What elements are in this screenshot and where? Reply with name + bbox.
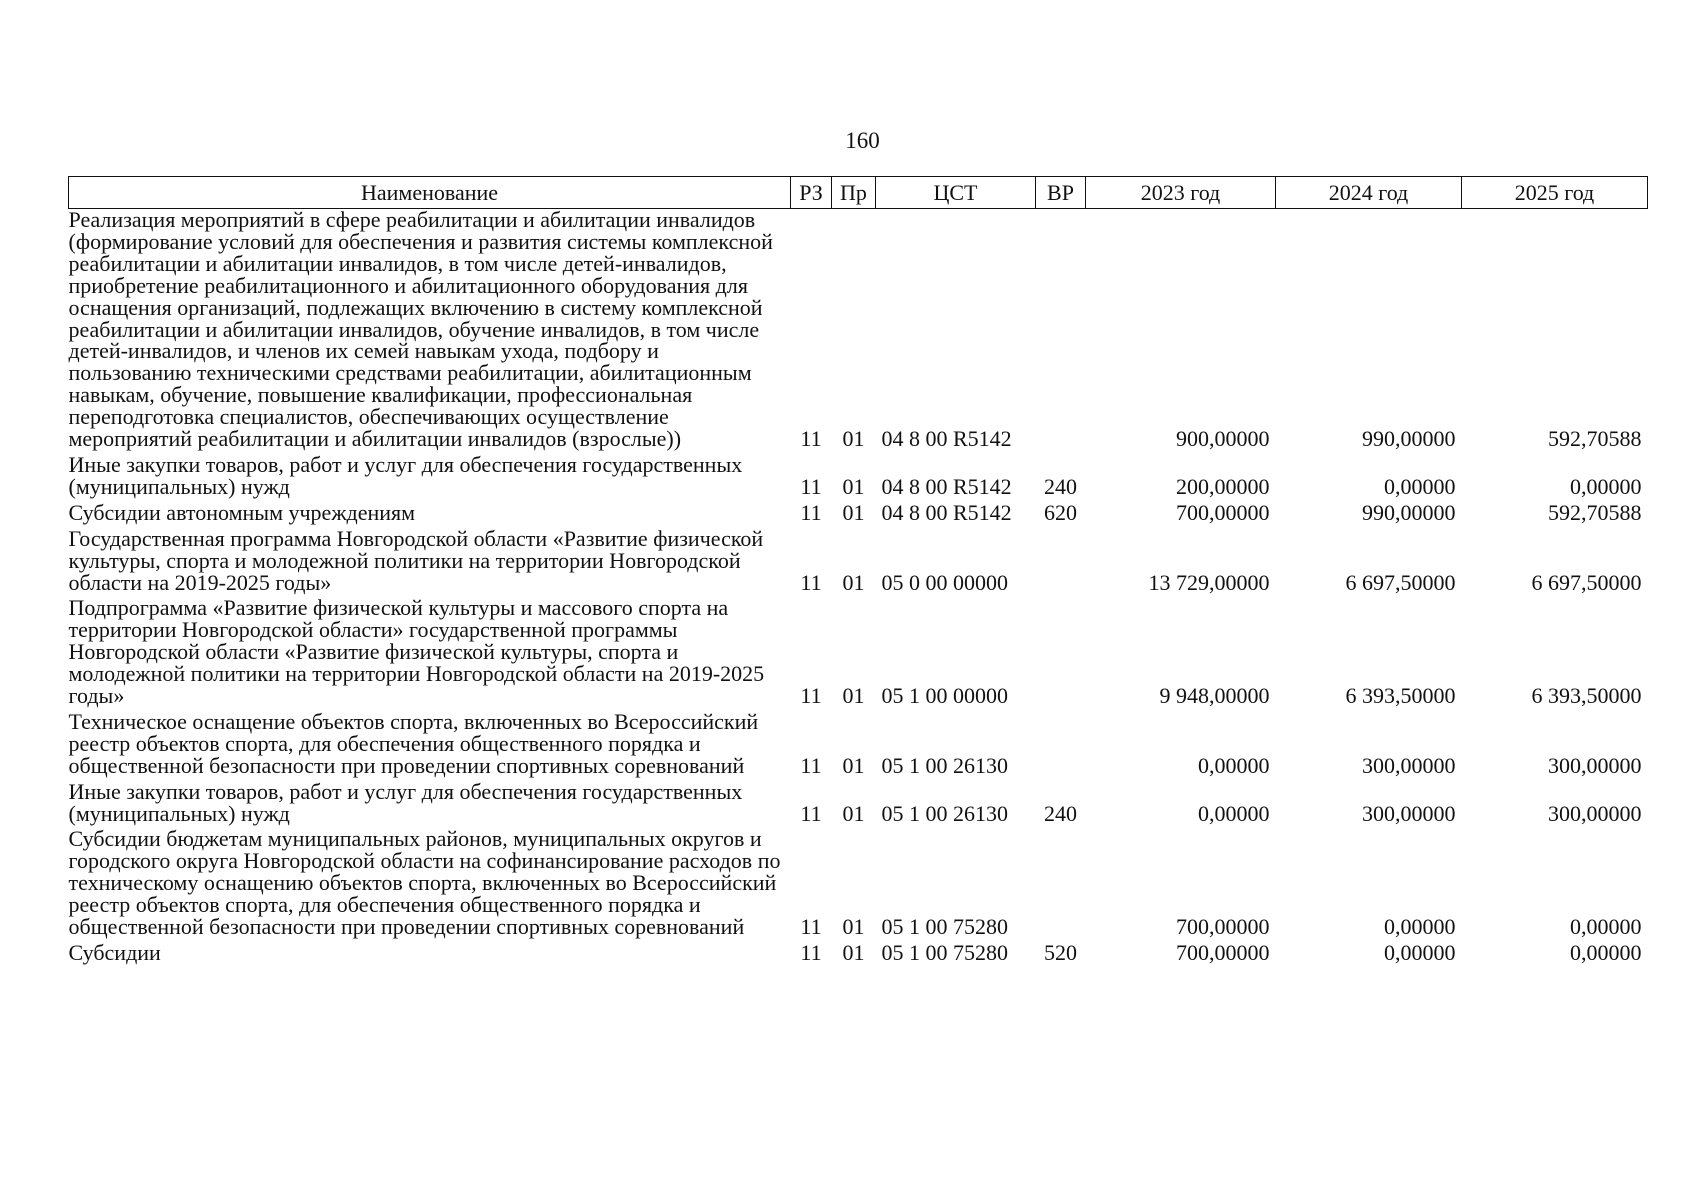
row-pr: 01 — [842, 914, 865, 940]
header-2024: 2024 год — [1276, 177, 1462, 209]
table-row — [69, 781, 1648, 829]
row-2023: 0,00000 — [1198, 800, 1270, 826]
table-row — [69, 711, 1648, 781]
row-vr — [1036, 209, 1086, 454]
row-name: Субсидии автономным учреждениям — [68, 499, 416, 525]
row-vr — [1036, 828, 1086, 942]
row-2024: 6 697,50000 — [1345, 569, 1456, 595]
row-2024: 0,00000 — [1384, 473, 1456, 499]
row-2025: 0,00000 — [1570, 473, 1642, 499]
header-vr: ВР — [1036, 177, 1086, 209]
row-rz: 11 — [800, 473, 822, 499]
row-cst: 04 8 00 R5142 — [881, 473, 1012, 499]
row-2024: 990,00000 — [1362, 426, 1456, 452]
row-rz: 11 — [800, 940, 822, 965]
row-2025: 0,00000 — [1570, 940, 1642, 965]
row-2024: 300,00000 — [1362, 800, 1456, 826]
row-rz: 11 — [800, 914, 822, 940]
row-pr: 01 — [842, 683, 865, 709]
row-2024: 300,00000 — [1362, 752, 1456, 778]
header-name: Наименование — [69, 177, 791, 209]
row-vr — [1036, 597, 1086, 711]
row-name: Иные закупки товаров, работ и услуг для обеспечения государственных (муниципальных) нужд — [68, 451, 743, 499]
budget-table — [68, 176, 1648, 968]
row-name: Субсидии — [68, 940, 161, 965]
header-2023: 2023 год — [1086, 177, 1276, 209]
row-pr: 01 — [842, 569, 865, 595]
row-cst: 05 1 00 26130 — [881, 800, 1008, 826]
row-rz: 11 — [800, 426, 822, 452]
row-2025: 592,70588 — [1548, 426, 1642, 452]
row-rz: 11 — [800, 569, 822, 595]
row-cst: 04 8 00 R5142 — [881, 426, 1012, 452]
row-name: Государственная программа Новгородской области «Развитие физической культуры, спорта и молодежной политики на территории Новгородской области на 2019-2025 годы» — [68, 525, 764, 595]
row-2023: 900,00000 — [1176, 426, 1270, 452]
row-2023: 200,00000 — [1176, 473, 1270, 499]
row-pr: 01 — [842, 499, 865, 525]
row-2023: 9 948,00000 — [1159, 683, 1270, 709]
row-cst: 05 1 00 00000 — [881, 683, 1008, 709]
row-2025: 592,70588 — [1548, 499, 1642, 525]
row-rz: 11 — [800, 683, 822, 709]
row-2024: 6 393,50000 — [1345, 683, 1456, 709]
row-pr: 01 — [842, 473, 865, 499]
table-header-row — [69, 177, 1648, 209]
header-rz: РЗ — [791, 177, 832, 209]
page-number: 160 — [845, 128, 880, 153]
row-2025: 300,00000 — [1548, 800, 1642, 826]
table-row — [69, 209, 1648, 454]
row-vr: 620 — [1044, 499, 1077, 525]
row-2024: 0,00000 — [1384, 940, 1456, 965]
table-row — [69, 828, 1648, 942]
row-2025: 300,00000 — [1548, 752, 1642, 778]
row-name: Подпрограмма «Развитие физической культуры и массового спорта на территории Новгородской области» государственной программы Новгородской области «Развитие физической культуры, спорта и молодежной политики на территории Новгородской области на 2019-2025 годы» — [68, 595, 765, 709]
row-rz: 11 — [800, 499, 822, 525]
row-pr: 01 — [842, 800, 865, 826]
row-2023: 0,00000 — [1198, 752, 1270, 778]
table-row — [69, 942, 1648, 968]
table-row — [69, 502, 1648, 528]
row-rz: 11 — [800, 800, 822, 826]
row-pr: 01 — [842, 426, 865, 452]
table-row — [69, 597, 1648, 711]
row-vr — [1036, 711, 1086, 781]
row-cst: 05 1 00 75280 — [881, 914, 1008, 940]
row-vr — [1036, 528, 1086, 598]
row-2023: 700,00000 — [1176, 499, 1270, 525]
row-2024: 990,00000 — [1362, 499, 1456, 525]
header-2025: 2025 год — [1462, 177, 1648, 209]
row-name: Иные закупки товаров, работ и услуг для обеспечения государственных (муниципальных) нужд — [68, 778, 743, 826]
row-rz: 11 — [800, 752, 822, 778]
row-2024: 0,00000 — [1384, 914, 1456, 940]
row-2025: 6 697,50000 — [1531, 569, 1642, 595]
row-pr: 01 — [842, 940, 865, 965]
header-cst: ЦСТ — [876, 177, 1036, 209]
row-2023: 700,00000 — [1176, 940, 1270, 965]
row-vr: 240 — [1044, 473, 1077, 499]
row-cst: 05 0 00 00000 — [881, 569, 1008, 595]
row-name: Реализация мероприятий в сфере реабилитации и абилитации инвалидов (формирование условий для обеспечения и развития системы комплексной реабилитации и абилитации инвалидов, в том числе детей-инвалидов, приобретение реабилитационного и абилитационного оборудования для оснащения организаций, подлежащих включению в систему комплексной реабилитации и абилитации инвалидов, обучение инвалидов, в том числе детей-инвалидов, и членов их семей навыкам ухода, подбору и пользованию техническими средствами реабилитации, абилитационным навыкам, обучение, повышение квалификации, профессиональная переподготовка специалистов, обеспечивающих осуществление мероприятий реабилитации и абилитации инвалидов (взрослые)) — [68, 207, 773, 452]
row-cst: 04 8 00 R5142 — [881, 499, 1012, 525]
row-cst: 05 1 00 75280 — [881, 940, 1008, 965]
row-2023: 700,00000 — [1176, 914, 1270, 940]
row-cst: 05 1 00 26130 — [881, 752, 1008, 778]
row-2025: 6 393,50000 — [1531, 683, 1642, 709]
header-pr: Пр — [832, 177, 876, 209]
row-pr: 01 — [842, 752, 865, 778]
row-vr: 240 — [1044, 800, 1077, 826]
row-name: Субсидии бюджетам муниципальных районов, муниципальных округов и городского округа Новгородской области на софинансирование расходов по техническому оснащению объектов спорта, включенных во Всероссийский реестр объектов спорта, для обеспечения общественного порядка и общественной безопасности при проведении спортивных соревнований — [68, 826, 781, 940]
row-vr: 520 — [1044, 940, 1077, 965]
row-2023: 13 729,00000 — [1148, 569, 1270, 595]
row-2025: 0,00000 — [1570, 914, 1642, 940]
table-row — [69, 528, 1648, 598]
row-name: Техническое оснащение объектов спорта, включенных во Всероссийский реестр объектов спорта, для обеспечения общественного порядка и общественной безопасности при проведении спортивных соревнований — [68, 708, 759, 778]
table-row — [69, 454, 1648, 502]
